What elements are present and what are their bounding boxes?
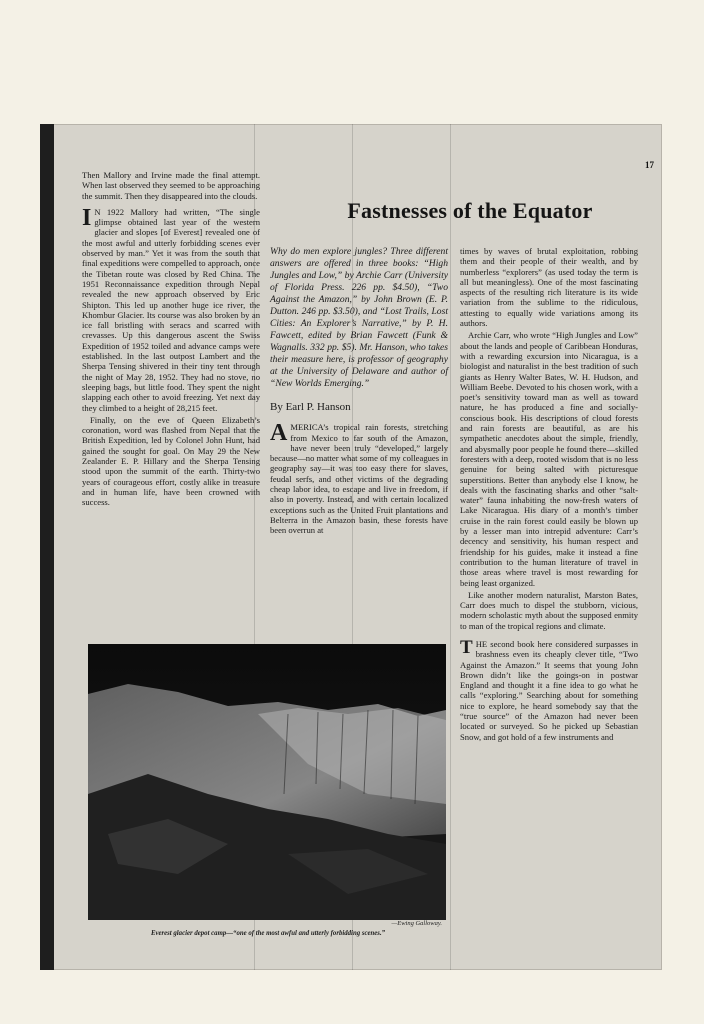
byline: By Earl P. Hanson [270,401,351,413]
photo-credit: —Ewing Galloway. [391,920,442,927]
drop-cap: I [82,204,92,231]
photo-illustration [88,644,446,920]
editor-note: Why do men explore jungles? Three different answers are offered in three books: “High Jungles and Low,” by Archie Carr (University of Florida Press. 226 pp. $4.50), “Two Against the Amazon,” by John Brown (E. P. Dutton. 246 pp. $3.50), and “Lost Trails, Lost Cities: An Explorer’s Narrative,” by P. H. Fawcett, edited by Brian Fawcett (Funk & Wagnalls. 332 pp. $5). Mr. Hanson, who takes their measure here, is professor of geography at the University of Delaware and author of “New Worlds Emerging.” [270,246,448,389]
column-fold-line [450,124,451,970]
drop-cap: A [270,420,288,447]
drop-cap: T [460,636,473,658]
everest-glacier-photo [88,644,446,920]
paragraph: Like another modern naturalist, Marston Bates, Carr does much to dispel the stubborn, vicious, modern scholastic myth about the supposed enmity to man of the tropical regions and climate. [460,589,638,631]
column-3 [460,246,638,744]
page-gutter-shadow [40,124,54,970]
magazine-page [40,124,662,970]
paragraph: AMERICA’s tropical rain forests, stretching from Mexico to far south of the Amazon, have never been truly “developed,” largely because—no matter what some of my colleagues in geography say—it was too easy there for slaves, feudal serfs, and other victims of the degrading cheap labor idea, to escape and live in freedom, if also in poverty. Instead, and with certain localized exceptions such as the United Fruit plantations and Belterra in the Amazon basin, these forests have been overrun at [270,420,448,536]
paragraph: THE second book here considered surpasses in brashness even its cheaply clever title, “Two Against the Amazon.” It seems that young John Brown didn’t like the goings-on in postwar England and thought it a fine idea to go what he calls “exploring.” Searching about for something nice to explore, he heard somebody say that the “true source” of the Amazon had never been located or surveyed. So he picked up Sebastian Snow, and got hold of a few instruments and [460,636,638,742]
intro-paragraph: Then Mallory and Irvine made the final attempt. When last observed they seemed to be approaching the summit. Then they disappeared into the clouds. [82,170,260,201]
page-number: 17 [645,160,654,170]
photo-caption: Everest glacier depot camp—“one of the most awful and utterly forbidding scenes.” [150,930,386,937]
column-2 [270,246,448,538]
paragraph: Archie Carr, who wrote “High Jungles and Low” about the lands and people of Caribbean Honduras, with a rewarding excursion into Nicaragua, is a biologist and naturalist in the best tradition of such giants as Henry Walter Bates, W. H. Hudson, and William Beebe. Devoted to his chosen work, with a poet’s sensitivity toward man as well as toward nature, he has produced a fine and socially-conscious book. His descriptions of cloud forests and rain forests are beautiful, as are his sympathetic anecdotes about the simple, friendly, and abysmally poor people he found there—skilled foresters with a deep, rooted wisdom that is no less genuine for being salted with picturesque superstitions. Better than anybody else I know, he deals with the fascinating sharks and other “salt-water” fauna inhabiting the now-fresh waters of Lake Nicaragua. His diary of a month’s timber cruise in the rain forest could easily be blown up by a lesser man into intrepid adventure: Carr’s decency and sensitivity, his human respect and friendship for his guides, make it instead a fine contribution to the human literature of travel in those areas where travel is most rewarding for being least organized. [460,330,638,588]
column-1 [82,170,260,510]
paragraph: Finally, on the eve of Queen Elizabeth’s coronation, word was flashed from Nepal that the British Expedition, led by Colonel John Hunt, had gained the sought for goal. On May 29 the New Zealander E. P. Hillary and the Sherpa Tensing stood upon the summit of the earth. Thirty-two years of courageous effort, costly alike in treasure and in human life, have been crowned with success. [82,414,260,508]
article-title: Fastnesses of the Equator [347,198,593,223]
paragraph: times by waves of brutal exploitation, robbing them and their people of their wealth, and by numberless “explorers” (as used today the term is all but meaningless). One of the most fascinating aspects of the resulting rich literature is its wide variation from the sublime to the ridiculous, attesting to equally wide variations among its authors. [460,246,638,329]
paragraph: I N 1922 Mallory had written, “The single glimpse obtained last year of the western glacier and slopes [of Everest] revealed one of the most awful and utterly forbidding scenes ever observed by man.” Yet it was from the south that final expeditions were compelled to approach, once the Tibetan route was closed by Red China. The 1951 Reconnaissance expedition through Nepal revealed the new approach observed by Eric Shipton. This led up another huge ice river, the Khombur Glacier. Its course was also broken by an ice fall bristling with seracs and scarred with crevasses. Up this dangerous ascent the Swiss Expedition of 1952 toiled and advance camps were established. In the last outpost Lambert and the Sherpa Tensing shivered in their tiny tent through the night of May 28, 1952. They had no stove, no sleeping bags, but little food. They spent the night slapping each other to avoid freezing. Yet next day they climbed to a height of 28,215 feet. [82,204,260,413]
